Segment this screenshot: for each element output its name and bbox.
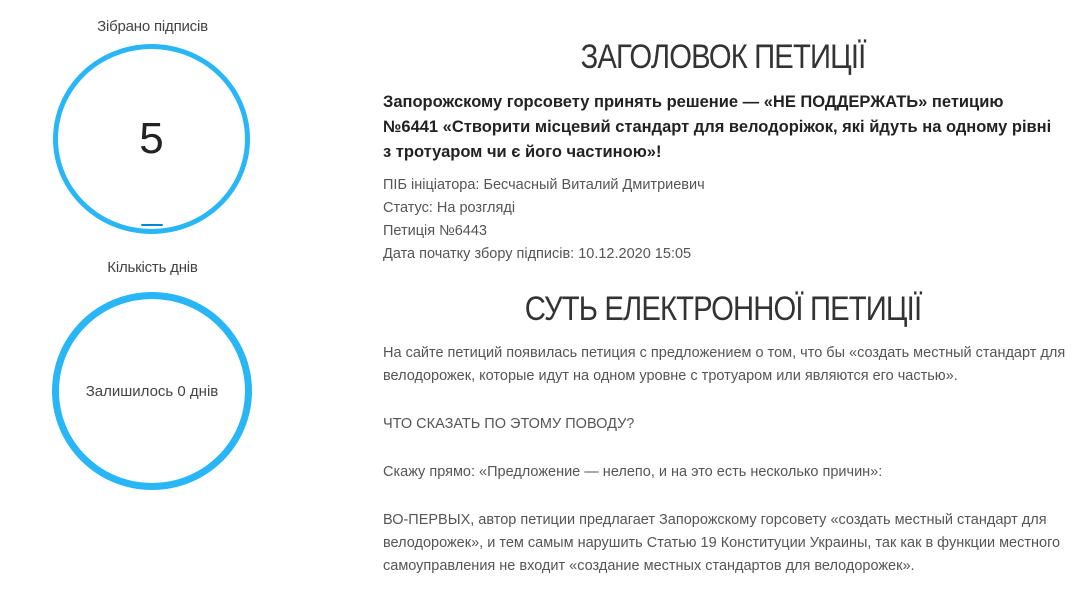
petition-title-heading: ЗАГОЛОВОК ПЕТИЦІЇ xyxy=(580,38,866,76)
signatures-label: Зібрано підписів xyxy=(97,18,208,35)
petition-essence-heading: СУТЬ ЕЛЕКТРОННОЇ ПЕТИЦІЇ xyxy=(524,290,922,328)
petition-headline: Запорожскому горсовету принять решение — «НЕ ПОДДЕРЖАТЬ» петицию №6441 «Створити місцевий стандарт для велодоріжок, які йдуть на одному рівні з тротуаром чи є його частиною»! xyxy=(383,93,1052,161)
signatures-progress-indicator xyxy=(141,224,163,226)
petition-number: Петиція №6443 xyxy=(383,223,487,239)
body-paragraph: ЧТО СКАЗАТЬ ПО ЭТОМУ ПОВОДУ? xyxy=(383,416,635,432)
petition-body xyxy=(383,342,1073,603)
body-paragraph: ВО-ПЕРВЫХ, автор петиции предлагает Запорожскому горсовету «создать местный стандарт для велодорожек», и тем самым нарушить Статью 19 Конституции Украины, так как в функции местного самоуправления не входит «создание местных стандартов для велодорожек». xyxy=(383,512,1061,574)
signatures-count: 5 xyxy=(139,114,164,163)
petition-stats-panel xyxy=(0,0,305,602)
days-label: Кількість днів xyxy=(107,259,198,276)
days-remaining-ring xyxy=(52,292,252,490)
body-paragraph: Скажу прямо: «Предложение — нелепо, и на это есть несколько причин»: xyxy=(383,464,883,480)
body-paragraph: На сайте петиций появилась петиция с предложением о том, что бы «создать местный стандарт для велодорожек, которые идут на одном уровне с тротуаром или являются его частью». xyxy=(383,345,1066,384)
petition-status: Статус: На розгляді xyxy=(383,200,516,216)
signatures-progress-ring xyxy=(53,44,250,234)
days-remaining-text: Залишилось 0 днів xyxy=(85,382,219,400)
signature-start-date: Дата початку збору підписів: 10.12.2020 15:05 xyxy=(383,246,692,262)
initiator-name: ПІБ ініціатора: Бесчасный Виталий Дмитриевич xyxy=(383,177,705,193)
petition-meta xyxy=(383,174,1063,266)
